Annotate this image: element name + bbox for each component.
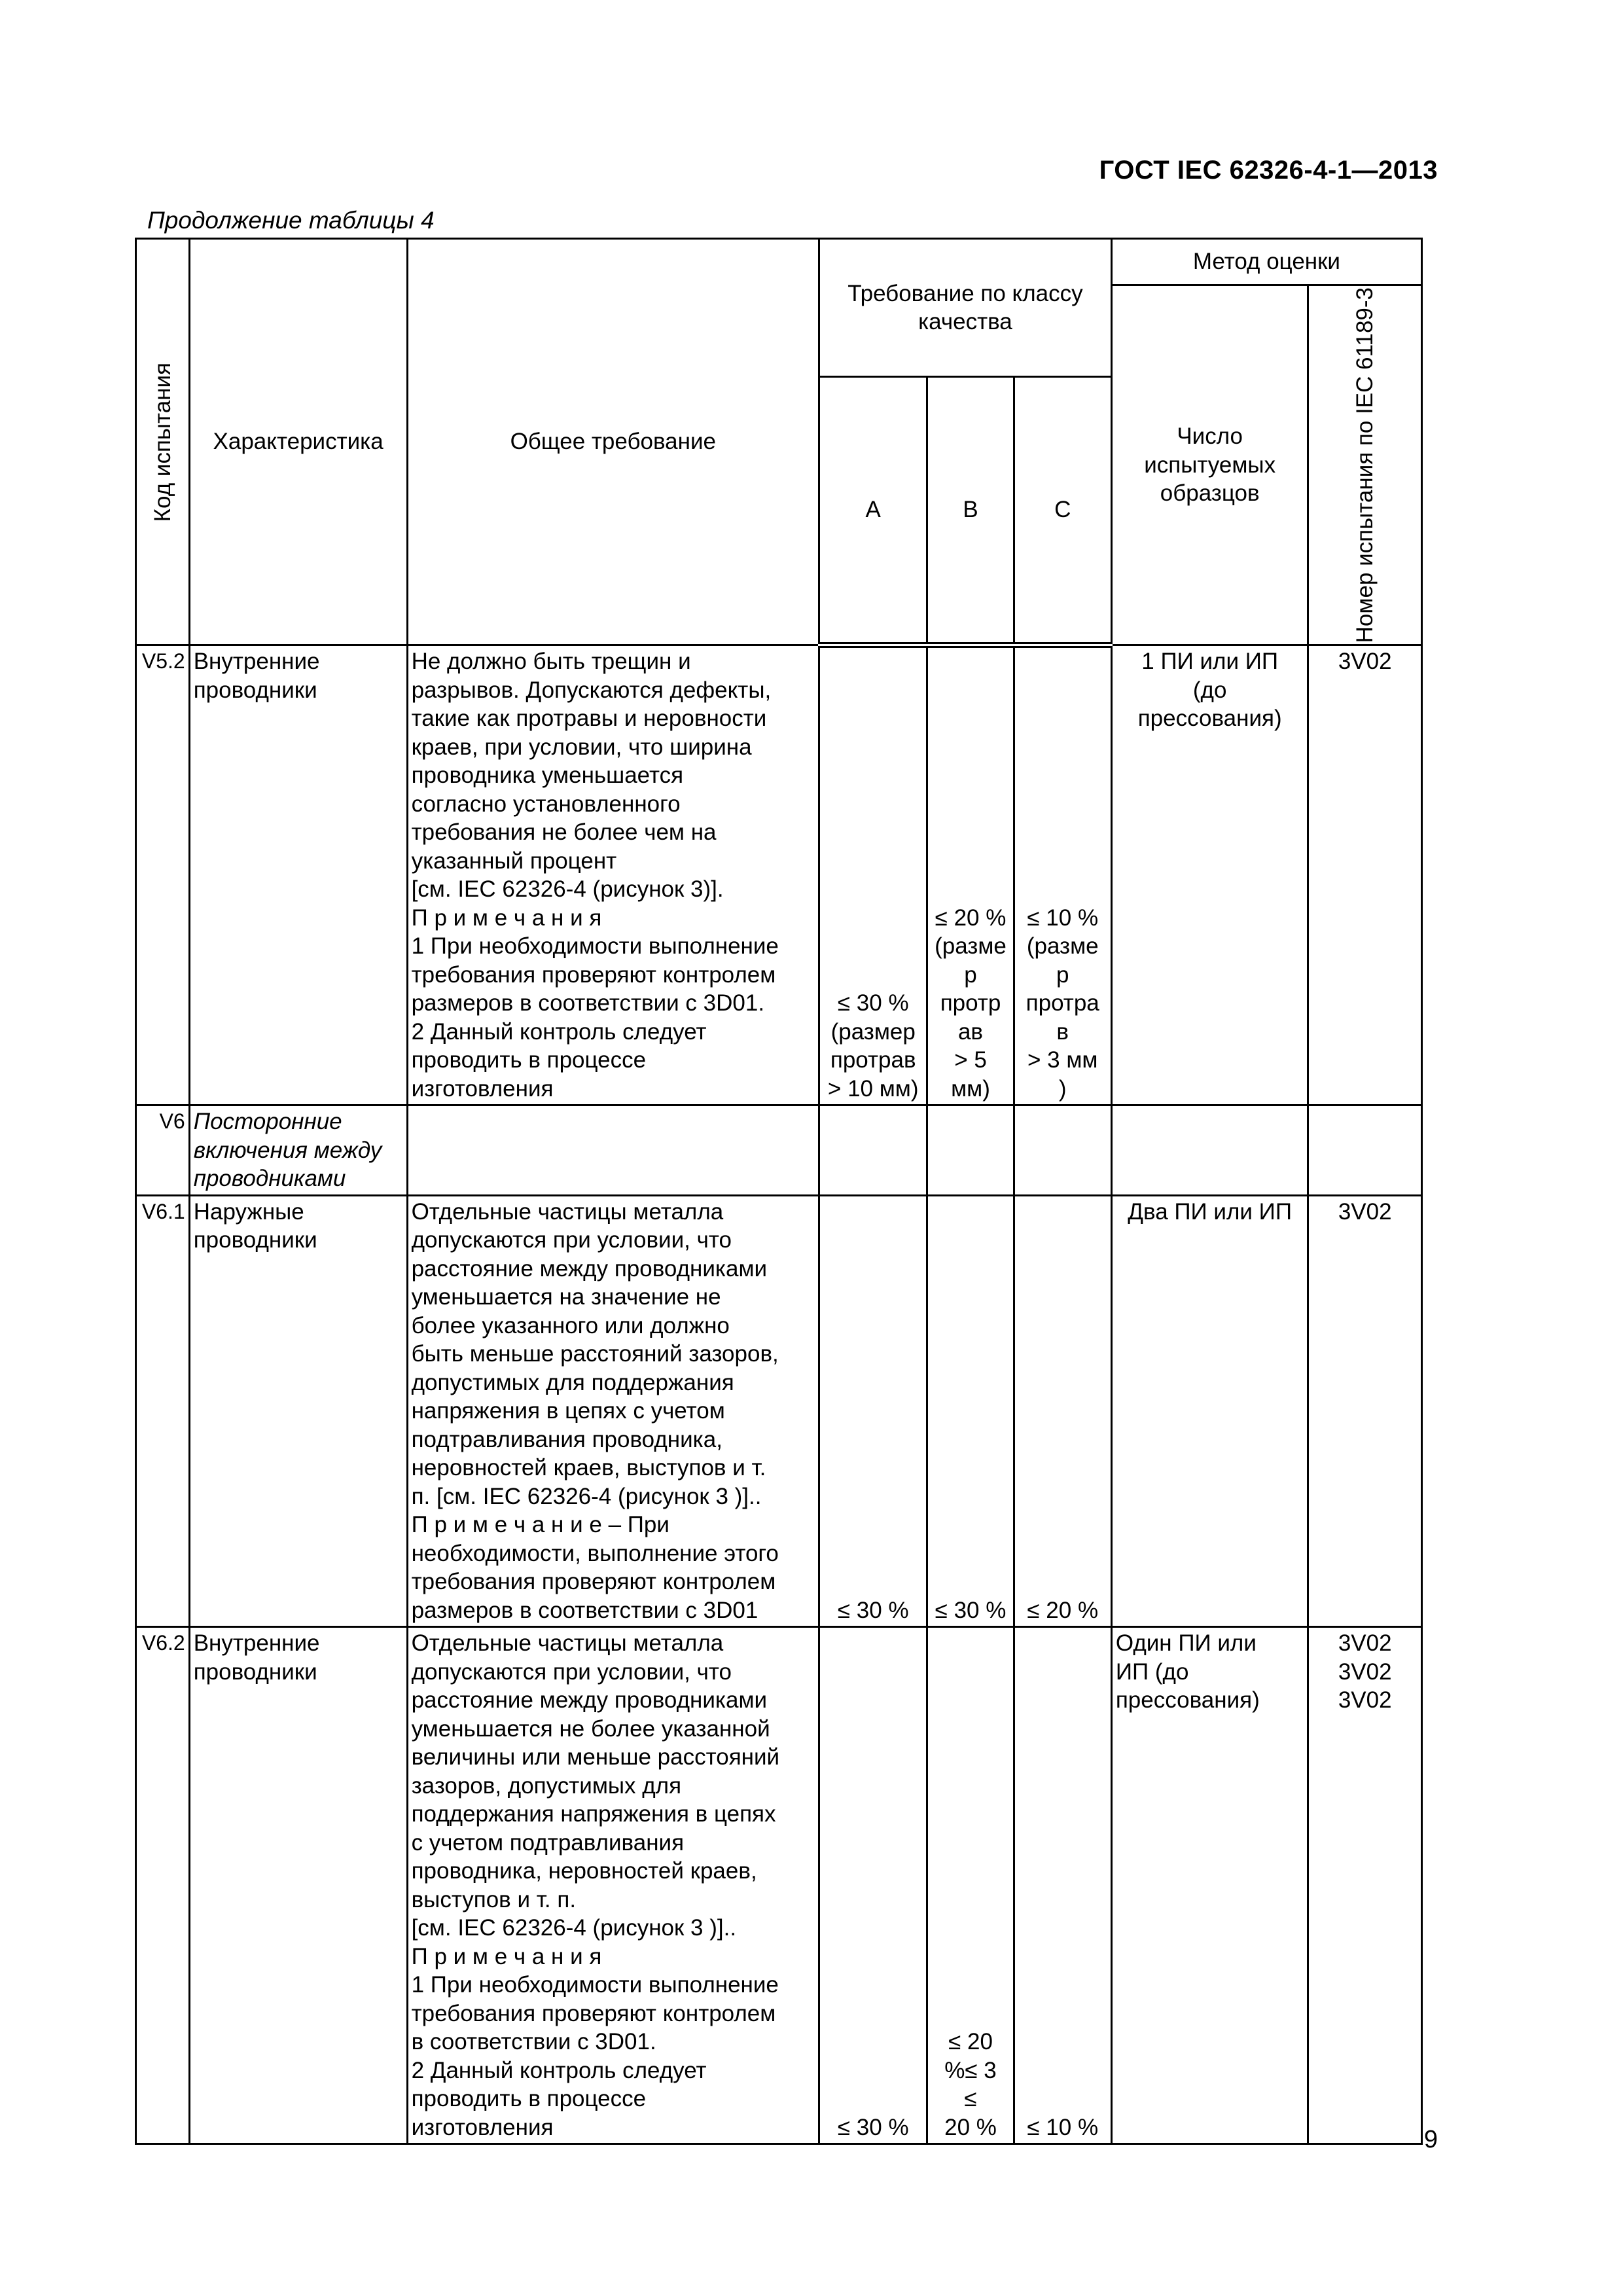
- table-row: [136, 645, 1422, 1105]
- row-class-b-value: ≤ 20 % (разме р протр ав > 5 мм): [927, 645, 1014, 1105]
- header-general-requirement: Общее требование: [407, 239, 819, 645]
- row-class-c-value: [1014, 1105, 1111, 1196]
- row-class-c-value: ≤ 20 %: [1014, 1195, 1111, 1627]
- table-row: [136, 1105, 1422, 1196]
- requirements-table: [135, 238, 1423, 2145]
- header-characteristic: Характеристика: [189, 239, 407, 645]
- row-characteristic: Внутренние проводники: [189, 1627, 407, 2144]
- row-sample-count: Один ПИ или ИП (до прессования): [1111, 1627, 1308, 2144]
- header-test-number-label: Номер испытания по IEC 61189-3: [1351, 287, 1378, 643]
- header-test-number: [1308, 285, 1422, 645]
- page-number: 9: [1423, 2126, 1438, 2153]
- row-characteristic: Наружные проводники: [189, 1195, 407, 1627]
- header-class-a: A: [819, 377, 927, 645]
- row-class-b-value: [927, 1105, 1014, 1196]
- header-evaluation-method: Метод оценки: [1111, 239, 1421, 285]
- row-sample-count: Два ПИ или ИП: [1111, 1195, 1308, 1627]
- header-code: [136, 239, 190, 645]
- row-class-c-value: ≤ 10 %: [1014, 1627, 1111, 2144]
- row-class-a-value: ≤ 30 % (размер протрав > 10 мм): [819, 645, 927, 1105]
- row-test-number: 3V02 3V02 3V02: [1308, 1627, 1422, 2144]
- row-code: V6: [136, 1105, 190, 1196]
- row-test-number: 3V02: [1308, 1195, 1422, 1627]
- row-class-c-value: ≤ 10 % (разме р протра в > 3 мм ): [1014, 645, 1111, 1105]
- row-general-requirement: Отдельные частицы металла допускаются при условии, что расстояние между проводниками уменьшается не более указанной величины или меньше расстояний зазоров, допустимых для поддержания напряжения в цепях с учетом подтравливания проводника, неровностей краев, выступов и т. п. [см. IEC 62326-4 (рисунок 3 )].. П р и м е ч а н и я 1 При необходимости выполнение требования проверяют контролем в соответствии с 3D01. 2 Данный контроль следует проводить в процессе изготовления: [407, 1627, 819, 2144]
- header-class-b: B: [927, 377, 1014, 645]
- row-test-number: 3V02: [1308, 645, 1422, 1105]
- row-class-a-value: ≤ 30 %: [819, 1627, 927, 2144]
- table-row: [136, 1627, 1422, 2144]
- document-number: ГОСТ IEC 62326-4-1—2013: [1099, 156, 1438, 185]
- row-class-a-value: ≤ 30 %: [819, 1195, 927, 1627]
- table-row: [136, 1195, 1422, 1627]
- row-class-b-value: ≤ 30 %: [927, 1195, 1014, 1627]
- row-general-requirement: Отдельные частицы металла допускаются при условии, что расстояние между проводниками уменьшается на значение не более указанного или должно быть меньше расстояний зазоров, допустимых для поддержания напряжения в цепях с учетом подтравливания проводника, неровностей краев, выступов и т. п. [см. IEC 62326-4 (рисунок 3 )].. П р и м е ч а н и е – При необходимости, выполнение этого требования проверяют контролем размеров в соответствии с 3D01: [407, 1195, 819, 1627]
- row-characteristic: Внутренние проводники: [189, 645, 407, 1105]
- row-class-b-value: ≤ 20 %≤ 3 ≤ 20 %: [927, 1627, 1014, 2144]
- row-code: V6.2: [136, 1627, 190, 2144]
- header-sample-count: Число испытуемых образцов: [1111, 285, 1308, 645]
- row-code: V5.2: [136, 645, 190, 1105]
- row-class-a-value: [819, 1105, 927, 1196]
- row-characteristic: Посторонние включения между проводниками: [189, 1105, 407, 1196]
- row-general-requirement: Не должно быть трещин и разрывов. Допускаются дефекты, такие как протравы и неровности краев, при условии, что ширина проводника уменьшается согласно установленного требования не более чем на указанный процент [см. IEC 62326-4 (рисунок 3)]. П р и м е ч а н и я 1 При необходимости выполнение требования проверяют контролем размеров в соответствии с 3D01. 2 Данный контроль следует проводить в процессе изготовления: [407, 645, 819, 1105]
- header-quality-class: Требование по классу качества: [819, 239, 1112, 377]
- row-code: V6.1: [136, 1195, 190, 1627]
- row-sample-count: [1111, 1105, 1308, 1196]
- table-continuation-label: Продолжение таблицы 4: [147, 207, 435, 234]
- row-sample-count: 1 ПИ или ИП (до прессования): [1111, 645, 1308, 1105]
- header-class-c: C: [1014, 377, 1111, 645]
- header-code-label: Код испытания: [149, 362, 175, 522]
- row-test-number: [1308, 1105, 1422, 1196]
- row-general-requirement: [407, 1105, 819, 1196]
